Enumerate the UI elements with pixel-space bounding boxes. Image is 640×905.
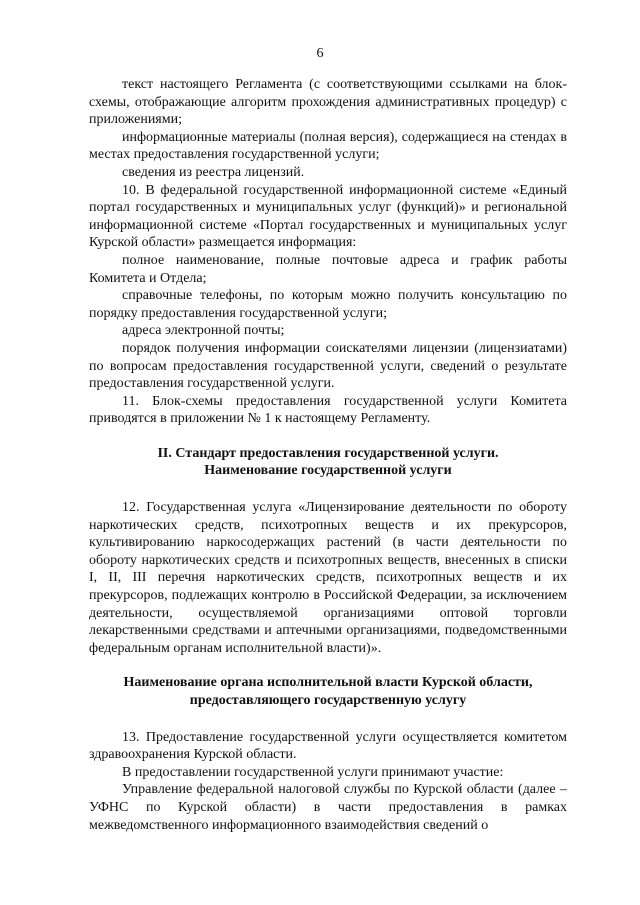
paragraph-info-procedure: порядок получения информации соискателями лицензии (лицензиатами) по вопросам предоставления государственной услуги, сведений о результате предоставления государственной услуги. [89, 340, 567, 392]
section-2-heading-line-1: II. Стандарт предоставления государственной услуги. [157, 445, 499, 461]
section-2-heading-line-2: Наименование государственной услуги [204, 463, 452, 479]
paragraph-ufns: Управление федеральной налоговой службы по Курской области (далее – УФНС по Курской области) в части предоставления в рамках межведомственного информационного взаимодействия сведений о [89, 782, 567, 833]
section-3-heading-line-1: Наименование органа исполнительной власти Курской области, [123, 675, 533, 691]
paragraph-item-10: 10. В федеральной государственной информационной системе «Единый портал государственных и муниципальных услуг (функций)» и региональной информационной системе «Портал государственных и муниципальных услуг Курской области» размещается информация: [89, 182, 567, 251]
paragraph-reference-phones: справочные телефоны, по которым можно получить консультацию по порядку предоставления государственной услуги; [89, 288, 567, 321]
paragraph-info-materials: информационные материалы (полная версия), содержащиеся на стендах в местах предоставления государственной услуги; [89, 129, 567, 163]
paragraph-license-registry: сведения из реестра лицензий. [122, 164, 305, 180]
paragraph-regulation-text: текст настоящего Регламента (с соответствующими ссылками на блок-схемы, отображающие алгоритм прохождения административных процедур) с приложениями; [89, 77, 567, 128]
paragraph-email-addresses: адреса электронной почты; [122, 323, 285, 339]
paragraph-participants: В предоставлении государственной услуги принимают участие: [122, 764, 504, 780]
paragraph-item-11: 11. Блок-схемы предоставления государственной услуги Комитета приводятся в приложении № 1 к настоящему Регламенту. [89, 393, 567, 427]
paragraph-full-name-addresses: полное наименование, полные почтовые адреса и график работы Комитета и Отдела; [89, 252, 567, 286]
document-body [89, 76, 567, 834]
paragraph-item-12: 12. Государственная услуга «Лицензирование деятельности по обороту наркотических средств, психотропных веществ и их прекурсоров, культивированию наркосодержащих растений (в части деятельности по обороту наркотических средств и психотропных веществ, внесенных в списки I, II, III перечня наркотических средств, психотропных веществ и их прекурсоров, подлежащих контролю в Российской Федерации, за исключением деятельности, осуществляемой организациями оптовой торговли лекарственными средствами и аптечными организациями, подведомственными федеральным органам исполнительной власти)». [89, 500, 567, 656]
page-number: 6 [316, 46, 324, 61]
paragraph-item-13: 13. Предоставление государственной услуги осуществляется комитетом здравоохранения Курской области. [89, 729, 567, 763]
section-3-heading-line-2: предоставляющего государственную услугу [189, 693, 467, 708]
